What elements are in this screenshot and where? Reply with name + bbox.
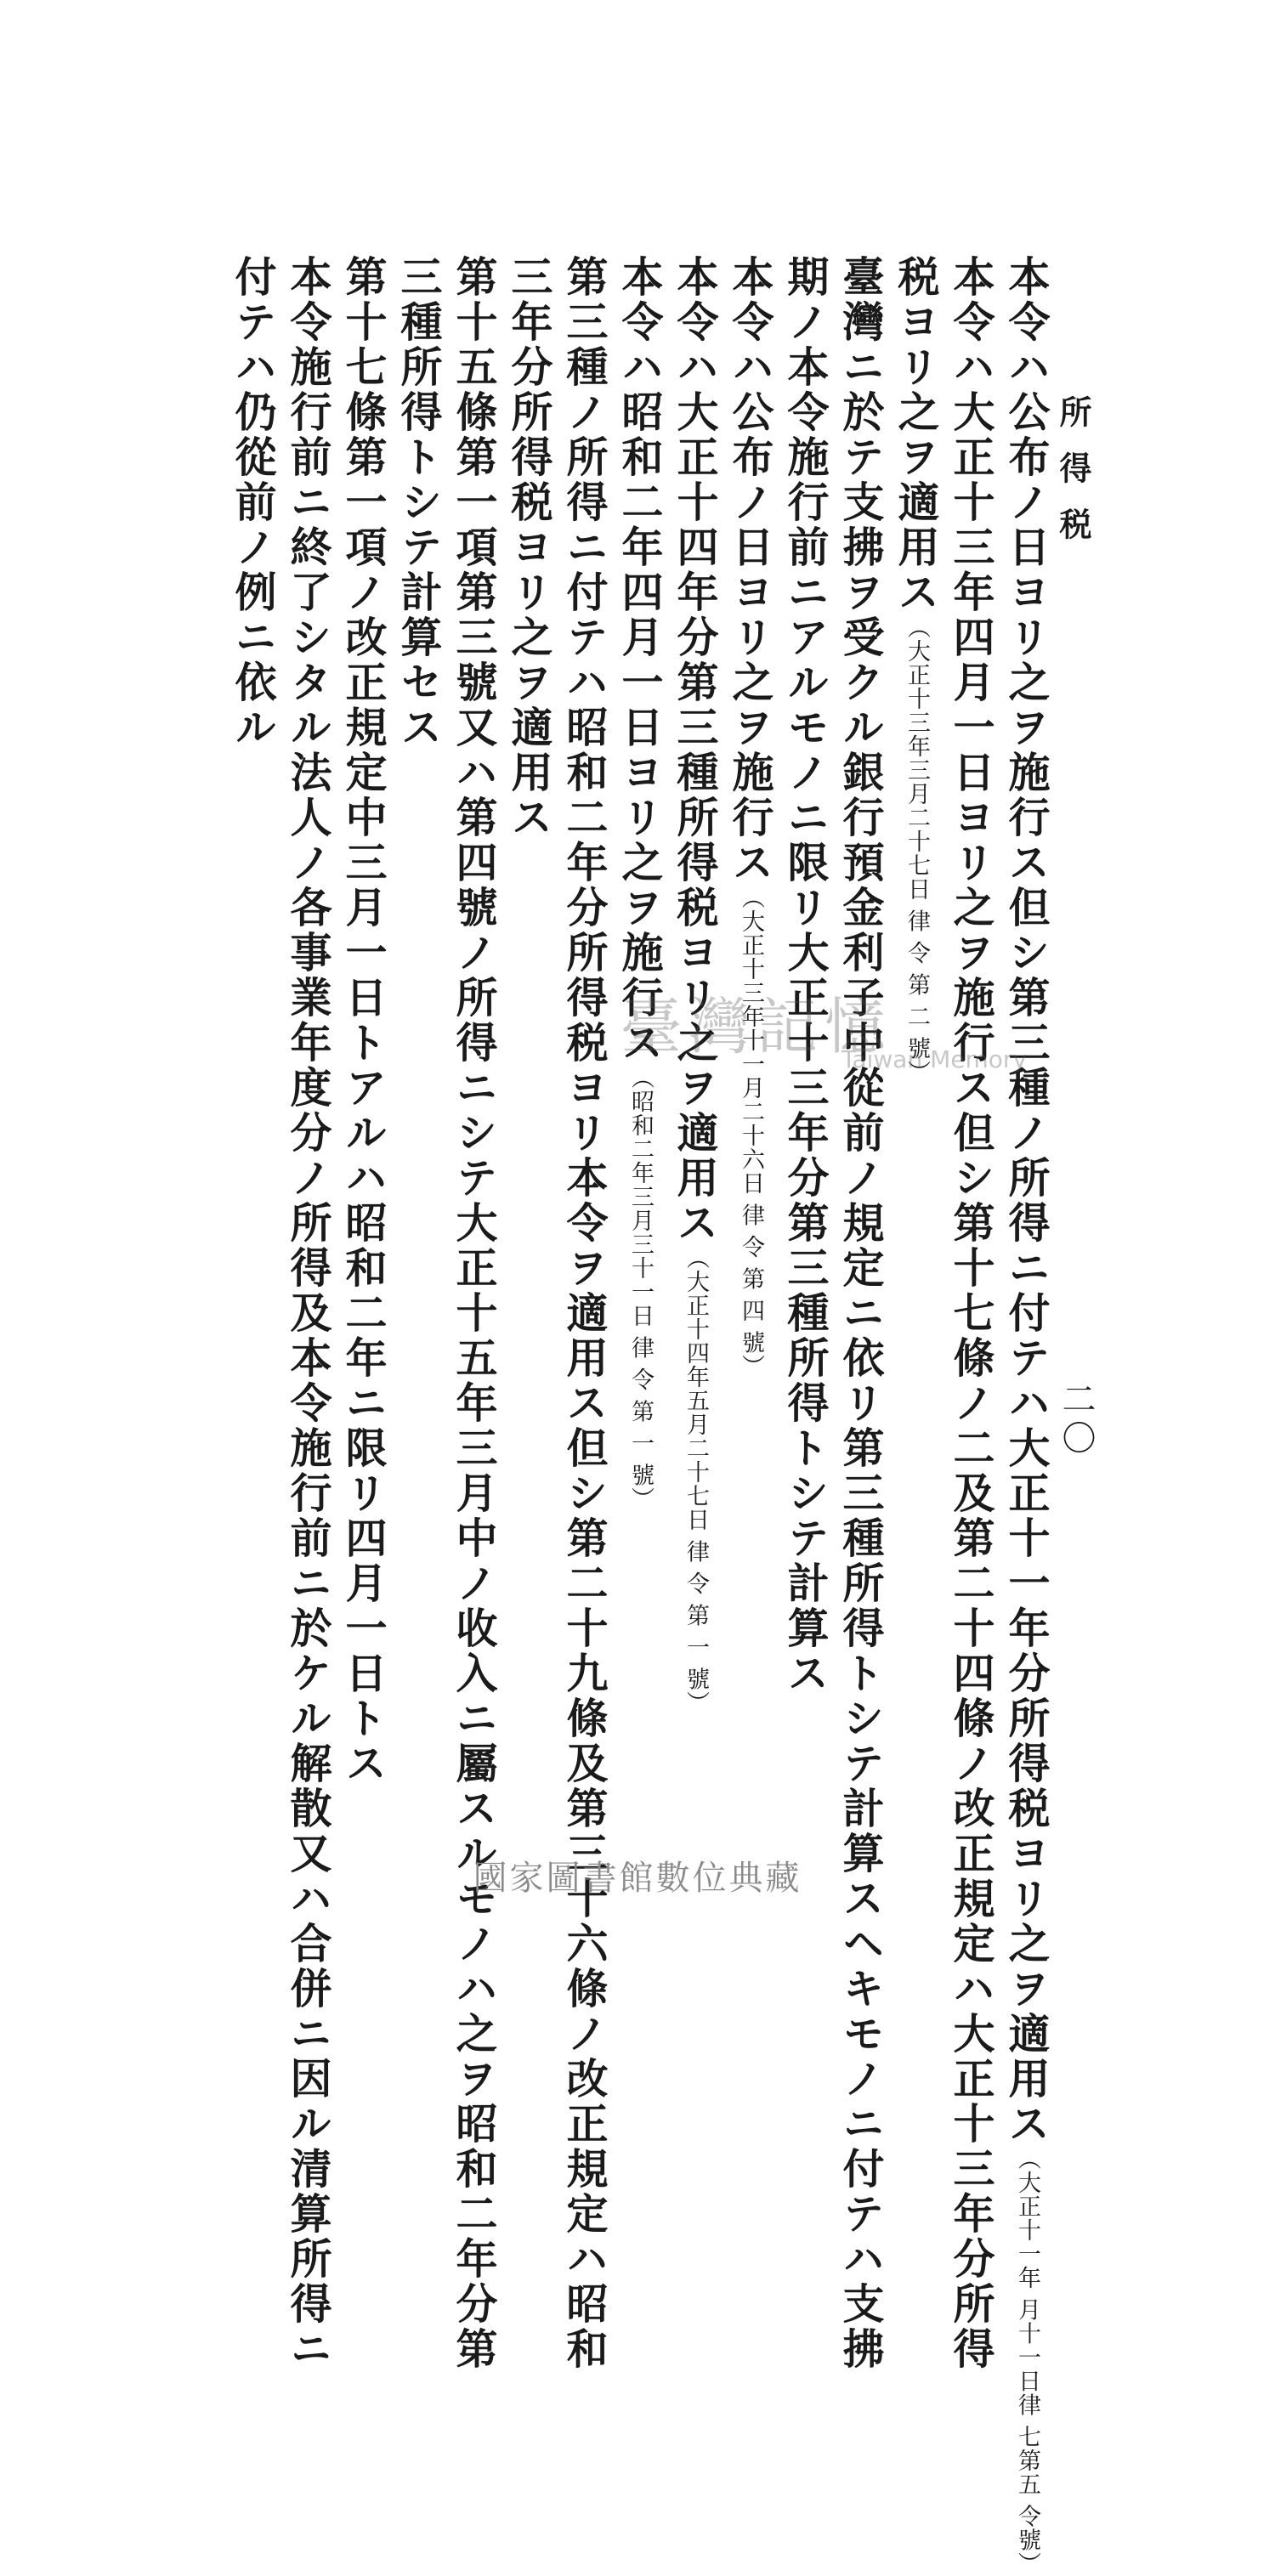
- column-text: 本令ハ公布ノ日ヨリ之ヲ施行ス但シ第三種ノ所得ニ付テハ大正十一年分所得税ヨリ之ヲ適用ス: [1002, 255, 1051, 2147]
- text-column: [502, 255, 557, 1759]
- column-text: 期ノ本令施行前ニアルモノニ限リ大正十三年分第三種所得トシテ計算ス: [781, 255, 830, 1696]
- column-note: （大正十四年五月二十七日 律 令 第 一 號）: [683, 1246, 709, 1715]
- taiwan-memory-watermark: [620, 977, 1027, 1088]
- column-text: 三種所得トシテ計算セス: [394, 255, 444, 750]
- column-text: 第十七條第一項ノ改正規定中三月一日トアルハ昭和二年ニ限リ四月一日トス: [339, 255, 388, 1786]
- column-note: （大正十一年 月十一日律 七第五 令號）: [1014, 2147, 1040, 2576]
- page-number: 二〇: [1057, 1381, 1096, 1459]
- watermark-subtitle: Taiwan Memory: [842, 1045, 1027, 1073]
- column-text: 税ヨリ之ヲ適用ス: [892, 255, 941, 615]
- text-column: [446, 255, 502, 2372]
- column-text: 本令ハ公布ノ日ヨリ之ヲ施行ス: [726, 255, 775, 886]
- column-note: （大正十三年十一月二十六日 律 令 第 四 號）: [738, 886, 764, 1379]
- column-text: 付テハ仍從前ノ例ニ依ル: [229, 255, 278, 750]
- column-text: 本令ハ昭和二年四月一日ヨリ之ヲ施行ス: [615, 255, 665, 1066]
- text-column: [391, 255, 446, 1759]
- text-column: [557, 255, 612, 2372]
- text-column: [999, 255, 1054, 2576]
- column-text: 第十五條第一項第三號又ハ第四號ノ所得ニシテ大正十五年三月中ノ收入ニ屬スルモノハ之ヲ昭和二年分第: [450, 255, 499, 2372]
- column-text: 本令ハ大正十三年四月一日ヨリ之ヲ施行ス但シ第十七條ノ二及第二十四條ノ改正規定ハ大正十三年分所得: [947, 255, 996, 2372]
- column-text: 第三種ノ所得ニ付テハ昭和二年分所得税ヨリ本令ヲ適用ス但シ第二十九條及第三十六條ノ改正規定ハ昭和: [560, 255, 609, 2372]
- text-column: [888, 255, 944, 1759]
- column-text: 本令施行前ニ終了シタル法人ノ各事業年度分ノ所得及本令施行前ニ於ケル解散又ハ合併ニ因ル清算所得ニ: [284, 255, 333, 2372]
- column-text: 本令ハ大正十四年分第三種所得税ヨリ之ヲ適用ス: [671, 255, 720, 1246]
- column-note: （昭和二年三月三十一日 律 令 第 一 號）: [627, 1066, 654, 1511]
- text-column: [336, 255, 391, 1786]
- watermark-logo-text: 臺灣記憶: [620, 991, 893, 1062]
- footer-credit: 國家圖書館數位典藏: [473, 1859, 802, 1898]
- column-text: 臺灣ニ於テ支拂ヲ受クル銀行預金利子中從前ノ規定ニ依リ第三種所得トシテ計算スヘキモノニ付テハ支拂: [836, 255, 886, 2372]
- text-column: [225, 255, 280, 1759]
- column-text: 三年分所得税ヨリ之ヲ適用ス: [505, 255, 554, 841]
- text-column: [280, 255, 336, 2372]
- page-header-title: 所得税: [1054, 395, 1092, 563]
- text-column: [944, 255, 999, 2372]
- column-note: （大正十三年三月二十七日 律 令 第 二 號）: [904, 615, 930, 1084]
